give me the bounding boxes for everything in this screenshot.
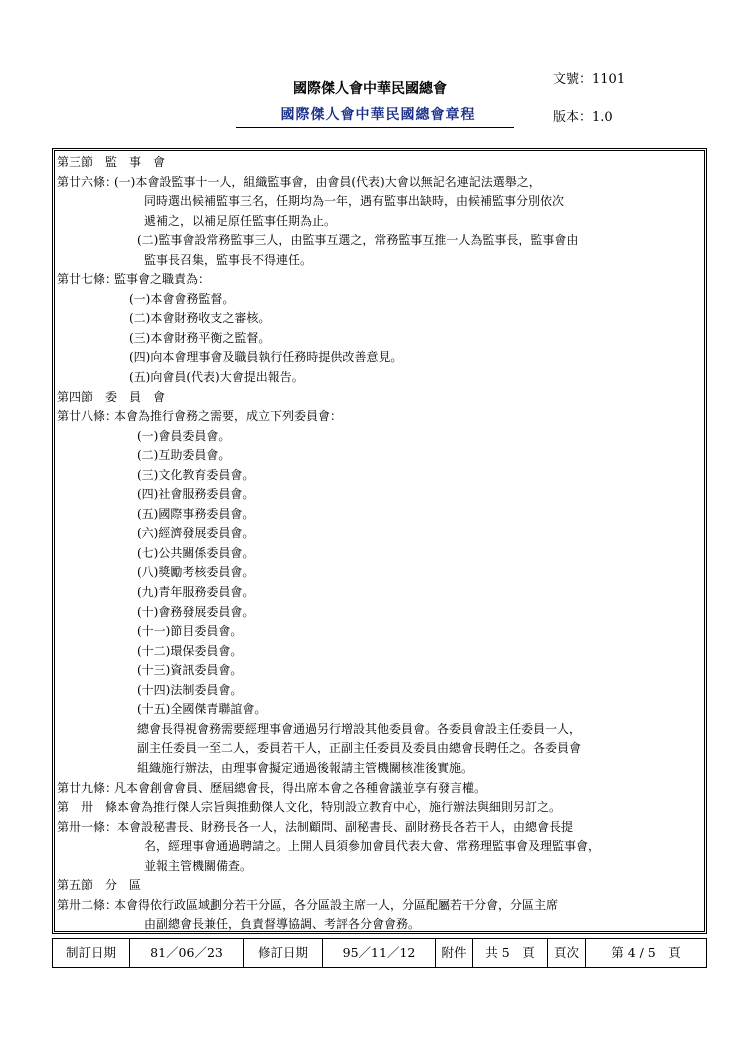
text-line	[57, 759, 702, 779]
title-underline	[236, 127, 514, 128]
text-line	[57, 427, 702, 447]
text-line	[57, 270, 702, 290]
article-text: 由副總會長兼任，負責督導協調、考評各分會會務。	[144, 917, 421, 932]
article-heading: 第三節 監 事 會	[57, 155, 166, 169]
page-value: 第 4 / 5 頁	[611, 945, 681, 960]
made-date-label: 制訂日期	[53, 939, 130, 967]
article-text: (三)文化教育委員會。	[137, 467, 255, 482]
text-line	[57, 563, 702, 583]
article-text: (二)本會財務收支之審核。	[129, 311, 271, 326]
article-text: (十)會務發展委員會。	[137, 604, 255, 619]
text-line	[57, 309, 702, 329]
text-line	[57, 466, 702, 486]
article-text: 並報主管機關備查。	[144, 858, 253, 873]
text-line	[57, 368, 702, 388]
article-text: 本會設秘書長、財務長各一人，法制顧問、副秘書長、副財務長各若干人，由總會長提	[117, 819, 574, 834]
article-text: (一)本會設監事十一人，組織監事會，由會員(代表)大會以無記名連記法選舉之，	[114, 174, 541, 189]
text-line	[57, 407, 702, 427]
article-text: (十一)節目委員會。	[137, 624, 243, 639]
article-text: (十二)環保委員會。	[137, 643, 243, 658]
text-line	[57, 896, 702, 916]
article-text: 遞補之，以補足原任監事任期為止。	[144, 213, 337, 228]
article-text: 監事會之職責為：	[114, 272, 211, 287]
text-line	[57, 876, 702, 896]
text-line	[57, 915, 702, 935]
attachment-label: 附件	[436, 939, 473, 967]
revised-date-value: 95／11／12	[323, 939, 436, 967]
text-line	[57, 681, 702, 701]
text-line	[57, 524, 702, 544]
article-text: 名，經理事會通過聘請之。上開人員須參加會員代表大會、常務理監事會及理監事會，	[144, 839, 601, 854]
article-heading: 第五節 分 區	[57, 878, 142, 893]
version-number: 版本：1.0	[553, 110, 613, 125]
article-text: 監事長召集，監事長不得連任。	[144, 252, 313, 267]
text-line	[57, 348, 702, 368]
text-line	[57, 485, 702, 505]
text-line	[57, 818, 702, 838]
article-text: 本會得依行政區域劃分若干分區，各分區設主席一人，分區配屬若干分會，分區主席	[114, 897, 559, 912]
text-line	[57, 603, 702, 623]
article-text: 組織施行辦法，由理事會擬定通過後報請主管機關核准後實施。	[137, 760, 474, 775]
article-text: (三)本會財務平衡之監督。	[129, 330, 271, 345]
text-line	[57, 739, 702, 759]
article-heading: 第卅一條：	[57, 819, 118, 834]
text-line	[57, 290, 702, 310]
article-text: 本會為推行傑人宗旨與推動傑人文化，特別設立教育中心，施行辦法與細則另訂之。	[117, 800, 562, 815]
article-text: (一)本會會務監督。	[129, 291, 235, 306]
text-line	[57, 153, 702, 173]
text-line	[57, 837, 702, 857]
text-line	[57, 622, 702, 642]
article-text: 總會長得視會務需要經理事會通過另行增設其他委員會。各委員會設主任委員一人，	[137, 721, 582, 736]
attachment-value: 共 5 頁	[473, 939, 548, 967]
article-heading: 第廿九條：	[57, 780, 118, 795]
text-line	[57, 700, 702, 720]
article-text: (二)互助委員會。	[137, 448, 231, 463]
text-line	[57, 642, 702, 662]
text-line	[57, 779, 702, 799]
text-line	[57, 544, 702, 564]
article-text: (五)國際事務委員會。	[137, 506, 255, 521]
text-line	[57, 231, 702, 251]
article-text: (八)獎勵考核委員會。	[137, 565, 255, 580]
text-line	[57, 583, 702, 603]
article-heading: 第卅二條：	[57, 897, 118, 912]
article-text: (十三)資訊委員會。	[137, 663, 243, 678]
article-text: (九)青年服務委員會。	[137, 585, 255, 600]
revision-footer-table	[52, 938, 707, 968]
text-line	[57, 446, 702, 466]
organization-name: 國際傑人會中華民國總會	[293, 81, 447, 97]
article-text: 副主任委員一至二人，委員若干人，正副主任委員及委員由總會長聘任之。各委員會	[137, 741, 582, 756]
page-label: 頁次	[548, 939, 586, 967]
article-text: (四)社會服務委員會。	[137, 487, 255, 502]
article-text: 凡本會創會會員、歷屆總會長，得出席本會之各種會議並享有發言權。	[114, 780, 487, 795]
text-line	[57, 173, 702, 193]
article-text: (四)向本會理事會及職員執行任務時提供改善意見。	[129, 350, 403, 365]
text-line	[57, 388, 702, 408]
text-line	[57, 251, 702, 271]
regulation-body	[57, 153, 702, 935]
text-line	[57, 857, 702, 877]
article-text: (十四)法制委員會。	[137, 682, 243, 697]
text-line	[57, 329, 702, 349]
document-number: 文號：1101	[553, 72, 626, 87]
article-heading: 第廿六條：	[57, 174, 118, 189]
text-line	[57, 798, 702, 818]
article-text: (一)會員委員會。	[137, 428, 231, 443]
text-line	[57, 192, 702, 212]
article-text: (七)公共關係委員會。	[137, 545, 255, 560]
article-text: 本會為推行會務之需要，成立下列委員會：	[114, 409, 343, 424]
article-heading: 第廿七條：	[57, 272, 118, 287]
article-text: (六)經濟發展委員會。	[137, 526, 255, 541]
text-line	[57, 661, 702, 681]
article-text: 同時選出候補監事三名，任期均為一年，遇有監事出缺時，由候補監事分別依次	[144, 194, 565, 209]
made-date-value: 81／06／23	[130, 939, 244, 967]
document-title: 國際傑人會中華民國總會章程	[280, 107, 476, 123]
revised-date-label: 修訂日期	[244, 939, 323, 967]
article-heading: 第四節 委 員 會	[57, 389, 166, 404]
article-text: (五)向會員(代表)大會提出報告。	[129, 370, 304, 385]
text-line	[57, 720, 702, 740]
text-line	[57, 212, 702, 232]
article-text: (二)監事會設常務監事三人，由監事互選之，常務監事互推一人為監事長，監事會由	[137, 233, 579, 248]
article-heading: 第 卅 條：	[57, 800, 130, 815]
article-text: (十五)全國傑青聯誼會。	[137, 702, 267, 717]
article-heading: 第廿八條：	[57, 409, 118, 424]
text-line	[57, 505, 702, 525]
